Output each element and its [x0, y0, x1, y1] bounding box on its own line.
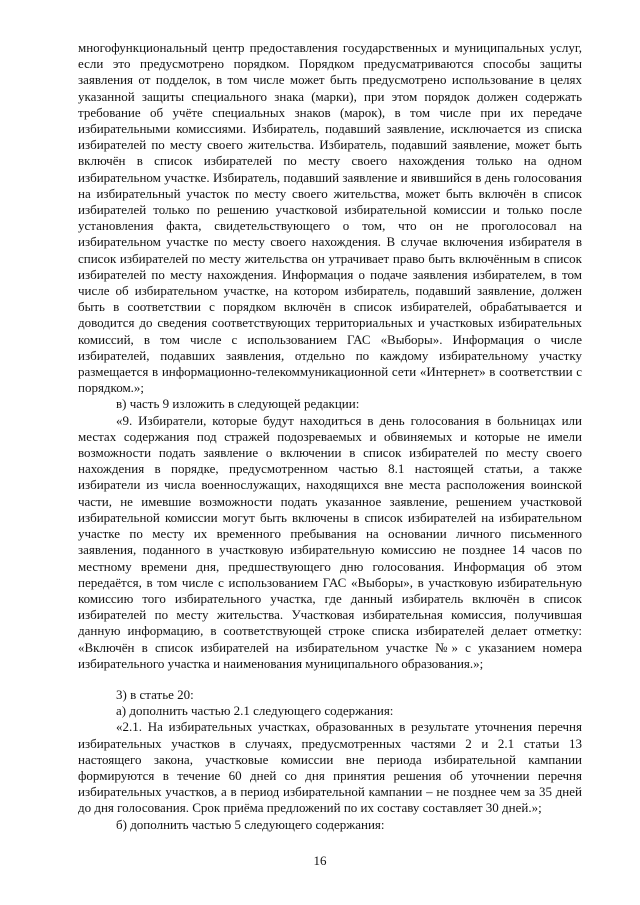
paragraph-item-a: а) дополнить частью 2.1 следующего содержания:	[116, 703, 394, 719]
paragraph-item-b: б) дополнить частью 5 следующего содержания:	[116, 816, 385, 832]
paragraph-item-v: в) часть 9 изложить в следующей редакции:	[116, 396, 360, 412]
paragraph-item-3: 3) в статье 20:	[116, 686, 194, 702]
page-number: 16	[313, 853, 327, 868]
paragraph-part-2-1: «2.1. На избирательных участках, образованных в результате уточнения перечня избирательных участков в случаях, предусмотренных частями 2 и 2.1 статьи 13 настоящего закона, участковые комиссии вне периода избирательной кампании формируются в течение 60 дней со дня принятия решения об уточнении перечня избирательных участков, а в период избирательной кампании – не позднее чем за 35 дней до дня голосования. Срок приёма предложений по их составу составляет 30 дней.»;	[78, 719, 582, 816]
document-body	[78, 40, 582, 833]
paragraph-part-9: «9. Избиратели, которые будут находиться в день голосования в больницах или местах содержания под стражей подозреваемых и обвиняемых и которые не имели возможности подать заявление о включении в список избирателей по месту своего нахождения в порядке, предусмотренном частью 8.1 настоящей статьи, а также избиратели из числа военнослужащих, находящихся вне места расположения воинской части, не имевшие возможности подать указанное заявление, решением участковой избирательной комиссии могут быть включены в список избирателей на избирательном участке по месту их временного пребывания на основании личного письменного заявления, поданного в участковую избирательную комиссию не позднее 14 часов по местному времени дня, предшествующего дню голосования. Информация об этом передаётся, в том числе с использованием ГАС «Выборы», в участковую избирательную комиссию того избирательного участка, где данный избиратель включён в список избирателей по месту жительства. Участковая избирательная комиссия, получившая данную информацию, в соответствующей строке списка избирателей делает отметку: «Включён в список избирателей на избирательном участке №» с указанием номера избирательного участка и наименования муниципального образования.»;	[78, 412, 582, 671]
paragraph-continuation: многофункциональный центр предоставления государственных и муниципальных услуг, если это предусмотрено порядком. Порядком предусматриваются способы защиты заявления от подделок, в том числе может быть предусмотрено использование в целях указанной защиты специального знака (марки), при этом порядок должен содержать требование об учёте специальных знаков (марок), в том числе при их передаче избирательными комиссиями. Избиратель, подавший заявление, исключается из списка избирателей по месту своего жительства. Избиратель, подавший заявление, может быть включён в список избирателей по месту своего нахождения только на одном избирательном участке. Избиратель, подавший заявление и явившийся в день голосования на избирательный участок по месту своего жительства, может быть включён в список избирателей только по решению участковой избирательной комиссии и только после установления факта, свидетельствующего о том, что он не проголосовал на избирательном участке по месту своего нахождения. В случае включения избирателя в список избирателей по месту жительства он утрачивает право быть включённым в список избирателей по месту нахождения. Информация о подаче заявления избирателем, в том числе об избирательном участке, на котором избиратель, подавший заявление, должен быть в соответствии с порядком включён в список избирателей, обрабатывается и доводится до сведения соответствующих территориальных и участковых избирательных комиссий, в том числе с использованием ГАС «Выборы». Информация о числе избирателей, подавших заявления, отдельно по каждому избирательному участку размещается в информационно-телекоммуникационной сети «Интернет» в соответствии с порядком.»;	[78, 40, 582, 396]
